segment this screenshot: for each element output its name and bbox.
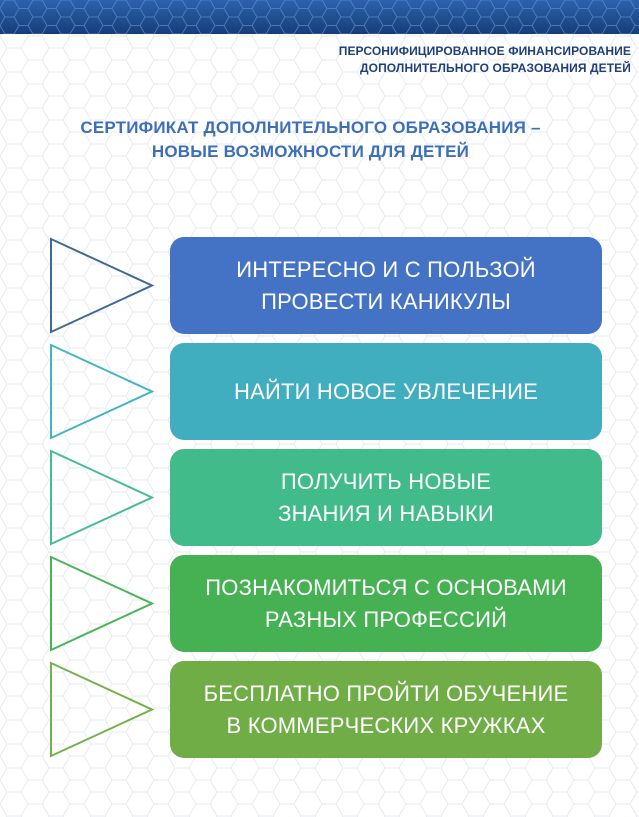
opportunity-card-free-clubs — [170, 661, 602, 758]
arrow-triangle-icon-2 — [51, 345, 152, 438]
card-text-line-1: ПОЗНАКОМИТЬСЯ С ОСНОВАМИ — [205, 574, 567, 600]
header-line-1: ПЕРСОНИФИЦИРОВАННОЕ ФИНАНСИРОВАНИЕ — [338, 44, 631, 58]
page-title-line-1: СЕРТИФИКАТ ДОПОЛНИТЕЛЬНОГО ОБРАЗОВАНИЯ – — [80, 118, 541, 137]
card-text-line-2: РАЗНЫХ ПРОФЕССИЙ — [264, 606, 508, 632]
arrow-triangle-icon-3 — [51, 451, 152, 544]
card-text-line-1: НАЙТИ НОВОЕ УВЛЕЧЕНИЕ — [233, 378, 538, 404]
arrow-triangle-icon-4 — [51, 557, 152, 650]
card-text-line-1: БЕСПЛАТНО ПРОЙТИ ОБУЧЕНИЕ — [203, 680, 569, 706]
arrow-triangle-icon-5 — [51, 663, 152, 756]
card-text-line-1: ИНТЕРЕСНО И С ПОЛЬЗОЙ — [236, 256, 536, 282]
opportunity-card-professions — [170, 555, 602, 652]
card-text-line-2: ЗНАНИЯ И НАВЫКИ — [278, 500, 494, 526]
opportunity-card-vacation — [170, 237, 602, 334]
card-text-line-2: ПРОВЕСТИ КАНИКУЛЫ — [261, 288, 511, 314]
opportunity-card-hobby — [170, 343, 602, 440]
card-text-line-1: ПОЛУЧИТЬ НОВЫЕ — [280, 468, 492, 494]
opportunity-card-knowledge — [170, 449, 602, 546]
card-text-line-2: В КОММЕРЧЕСКИХ КРУЖКАХ — [226, 712, 546, 738]
arrow-triangle-icon-1 — [51, 239, 152, 332]
header-line-2: ДОПОЛНИТЕЛЬНОГО ОБРАЗОВАНИЯ ДЕТЕЙ — [359, 61, 631, 75]
page-title-line-2: НОВЫЕ ВОЗМОЖНОСТИ ДЛЯ ДЕТЕЙ — [151, 142, 470, 161]
